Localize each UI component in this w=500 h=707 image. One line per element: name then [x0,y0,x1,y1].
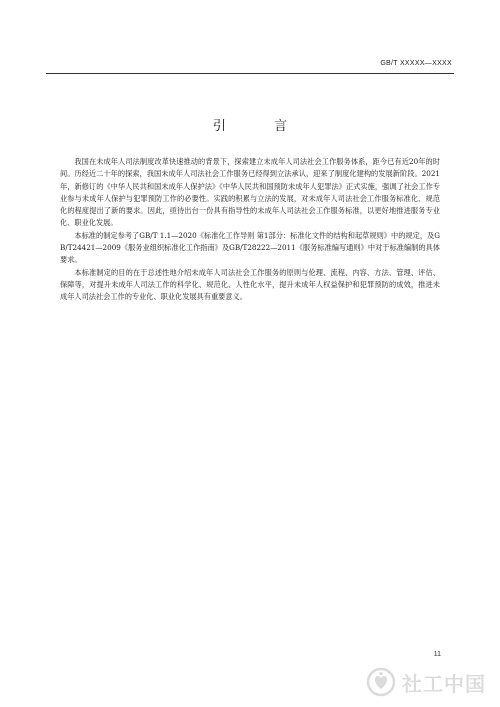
document-code: GB/T XXXXX—XXXX [380,60,452,67]
page-number: 11 [433,651,441,658]
page-title: 引 言 [212,119,310,134]
body-text [60,156,440,304]
header-divider [46,73,454,74]
paragraph-references: 本标准的制定参考了GB/T 1.1—2020《标准化工作导则 第1部分：标准化文件的结构和起草规则》中的规定，及GB/T24421—2009《服务业组织标准化工作指南》及GB/T28222—2011《服务标准编写通则》中对于标准编制的具体要求。 [60,230,440,265]
watermark-text: 社工中国 [402,671,486,696]
social-work-logo-icon [366,667,396,697]
paragraph-background: 我国在未成年人司法制度改革快速推动的背景下，探索建立未成年人司法社会工作服务体系，距今已有近20年的时间。历经近二十年的探索，我国未成年人司法社会工作服务已经得到立法承认，迎来了制度化建构的发展新阶段。2021年，新修订的《中华人民共和国未成年人保护法》《中华人民共和国预防未成年人犯罪法》正式实施，强调了社会工作专业参与未成年人保护与犯罪预防工作的必要性。实践的积累与立法的发展，对未成年人司法社会工作服务标准化、规范化的程度提出了新的要求。因此，亟待出台一份具有指导性的未成年人司法社会工作服务标准，以更好地推进服务专业化、职业化发展。 [60,157,440,228]
paragraph-purpose: 本标准制定的目的在于总述性地介绍未成年人司法社会工作服务的原则与伦理、流程、内容、方法、管理、评估、保障等，对提升未成年人司法工作的科学化、规范化、人性化水平，提升未成年人权益保护和犯罪预防的成效，推进未成年人司法社会工作的专业化、职业化发展具有重要意义。 [60,267,440,302]
watermark [366,667,486,697]
